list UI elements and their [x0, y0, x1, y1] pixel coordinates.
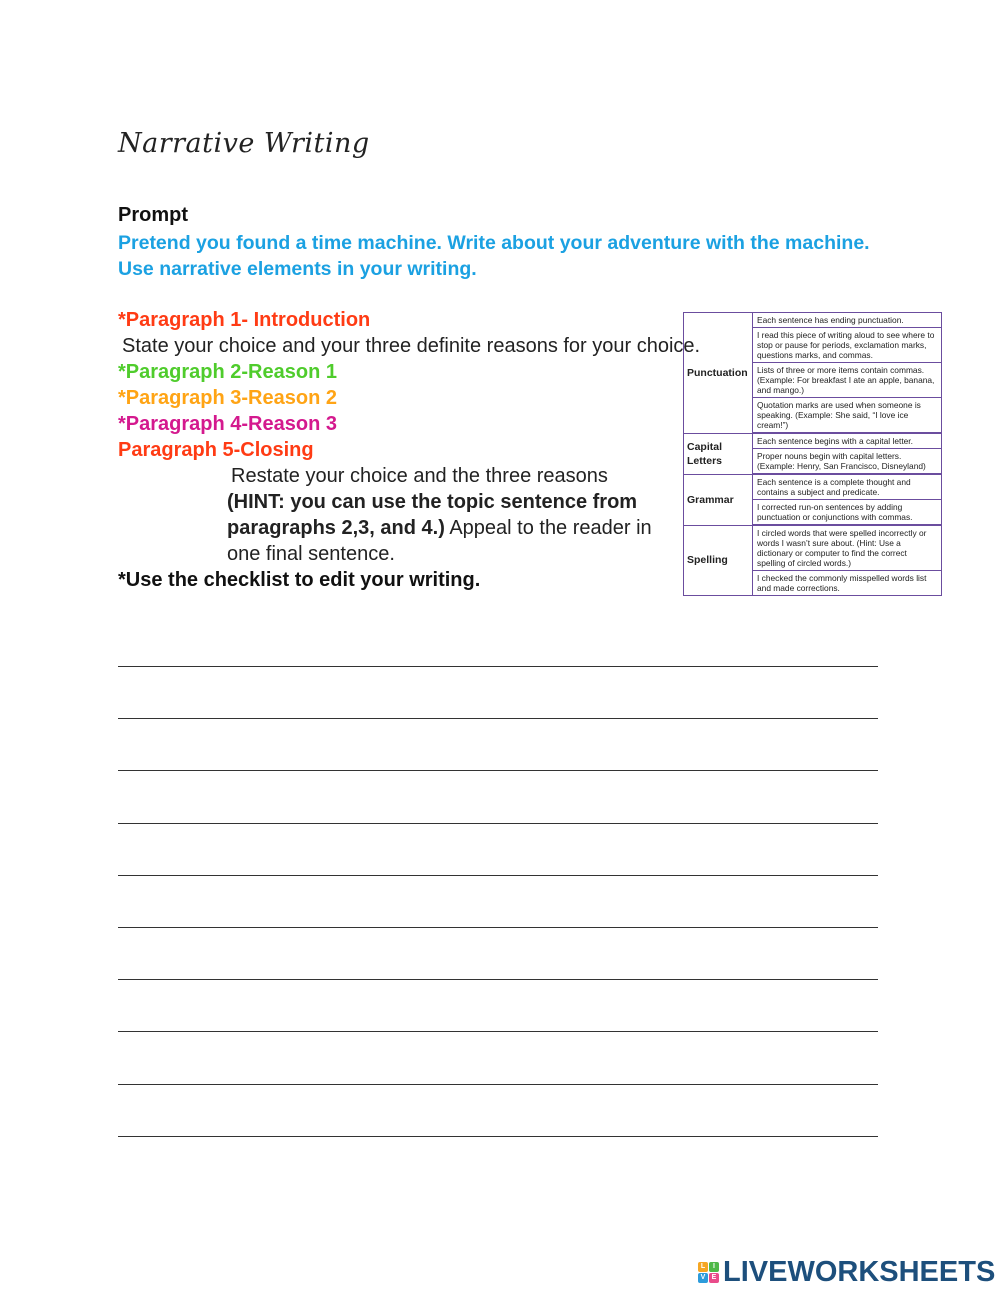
writing-line[interactable]: [118, 927, 878, 928]
checklist-row: [684, 525, 942, 571]
paragraph-4-heading: *Paragraph 4-Reason 3: [118, 413, 337, 435]
checklist-item: Each sentence is a complete thought and contains a subject and predicate.: [753, 474, 942, 500]
paragraph-5-description: Restate your choice and the three reasons: [231, 465, 608, 487]
writing-line[interactable]: [118, 823, 878, 824]
hint-rest: Appeal to the reader in one final sentence.: [227, 517, 652, 565]
logo-letter: I: [709, 1262, 719, 1272]
logo-letter: V: [698, 1273, 708, 1283]
editing-checklist-table: [683, 312, 942, 596]
checklist-item: I checked the commonly misspelled words list and made corrections.: [753, 571, 942, 596]
writing-line[interactable]: [118, 979, 878, 980]
checklist-row: [684, 313, 942, 328]
paragraph-5-heading: Paragraph 5-Closing: [118, 439, 314, 461]
checklist-row: [684, 433, 942, 449]
checklist-item: Quotation marks are used when someone is speaking. (Example: She said, “I love ice cream!”): [753, 398, 942, 434]
checklist-row: [684, 474, 942, 500]
logo-mark-icon: [698, 1262, 719, 1283]
prompt-text: Pretend you found a time machine. Write about your adventure with the machine. Use narrative elements in your writing.: [118, 232, 870, 280]
writing-line[interactable]: [118, 718, 878, 719]
checklist-item: Proper nouns begin with capital letters. (Example: Henry, San Francisco, Disneyland): [753, 449, 942, 475]
writing-line[interactable]: [118, 1031, 878, 1032]
prompt-heading: Prompt: [118, 204, 188, 226]
page-title: Narrative Writing: [118, 128, 370, 159]
checklist-note: *Use the checklist to edit your writing.: [118, 569, 481, 591]
writing-line[interactable]: [118, 1136, 878, 1137]
hint-text: [227, 489, 677, 567]
writing-line[interactable]: [118, 666, 878, 667]
checklist-item: Lists of three or more items contain commas. (Example: For breakfast I ate an apple, banana, and mango.): [753, 363, 942, 398]
checklist-item: Each sentence begins with a capital letter.: [753, 433, 942, 449]
category-punctuation: Punctuation: [684, 313, 753, 434]
category-grammar: Grammar: [684, 474, 753, 525]
paragraph-1-heading: *Paragraph 1- Introduction: [118, 309, 371, 331]
writing-line[interactable]: [118, 770, 878, 771]
writing-line[interactable]: [118, 1084, 878, 1085]
logo-letter: E: [709, 1273, 719, 1283]
hint-bold: (HINT: you can use the topic sentence from paragraphs 2,3, and 4.): [227, 491, 638, 539]
category-capital-letters: Capital Letters: [684, 433, 753, 474]
checklist-item: Each sentence has ending punctuation.: [753, 313, 942, 328]
writing-line[interactable]: [118, 875, 878, 876]
paragraph-2-heading: *Paragraph 2-Reason 1: [118, 361, 337, 383]
logo-letter: L: [698, 1262, 708, 1272]
liveworksheets-logo: [698, 1257, 995, 1287]
category-spelling: Spelling: [684, 525, 753, 596]
logo-text: LIVEWORKSHEETS: [723, 1255, 996, 1288]
paragraph-1-description: State your choice and your three definite reasons for your choice.: [122, 335, 701, 357]
paragraph-3-heading: *Paragraph 3-Reason 2: [118, 387, 337, 409]
checklist-item: I read this piece of writing aloud to see where to stop or pause for periods, exclamation marks, questions marks, and commas.: [753, 328, 942, 363]
checklist-item: I circled words that were spelled incorrectly or words I wasn’t sure about. (Hint: Use a dictionary or computer to find the correct spelling of circled words.): [753, 525, 942, 571]
checklist-item: I corrected run-on sentences by adding punctuation or conjunctions with commas.: [753, 500, 942, 526]
